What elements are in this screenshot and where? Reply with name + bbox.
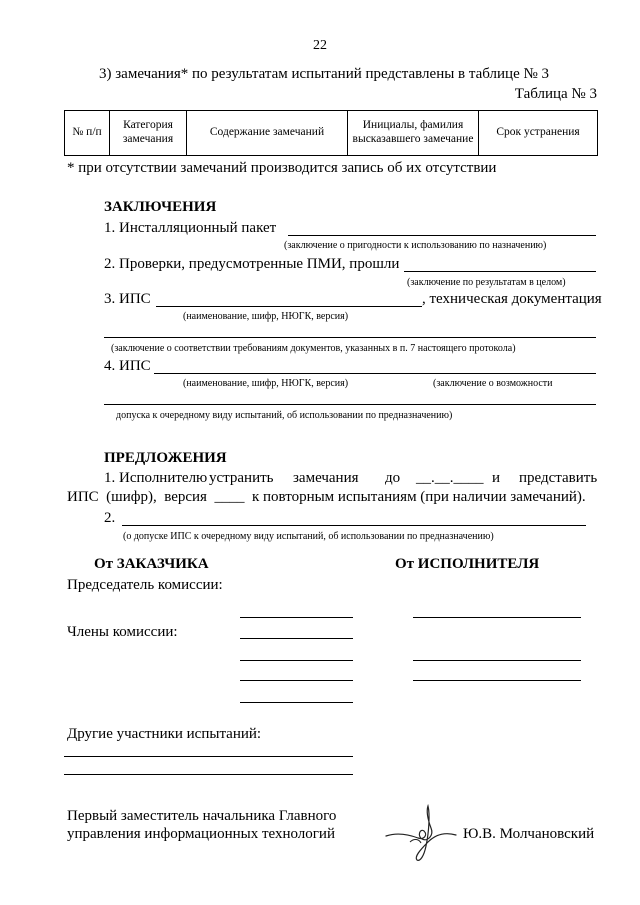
contractor-heading: От ИСПОЛНИТЕЛЯ bbox=[395, 556, 540, 572]
conclusion-2-note: (заключение по результатам в целом) bbox=[407, 277, 566, 288]
customer-member-line-2 bbox=[240, 660, 353, 661]
table-intro: 3) замечания* по результатам испытаний представлены в таблице № 3 bbox=[99, 66, 550, 82]
conclusion-3-prefix: 3. ИПС bbox=[104, 291, 151, 307]
conclusion-1-note: (заключение о пригодности к использованию по назначению) bbox=[284, 240, 547, 251]
proposal-1-w6: представить bbox=[519, 470, 598, 486]
signatory-name: Ю.В. Молчановский bbox=[463, 826, 595, 842]
conclusion-3-note-2: (заключение о соответствии требованиям документов, указанных в п. 7 настоящего протокола) bbox=[111, 343, 516, 354]
col-category: Категория замечания bbox=[110, 111, 187, 156]
customer-heading: От ЗАКАЗЧИКА bbox=[94, 556, 209, 572]
conclusions-heading: ЗАКЛЮЧЕНИЯ bbox=[104, 199, 217, 215]
conclusion-3-line-a bbox=[156, 306, 422, 307]
chair-label: Председатель комиссии: bbox=[67, 577, 223, 593]
proposal-2-line bbox=[122, 525, 586, 526]
col-author: Инициалы, фамилия высказавшего замечание bbox=[348, 111, 479, 156]
proposal-1-line2: ИПС (шифр), версия ____ к повторным испытаниям (при наличии замечаний). bbox=[67, 489, 586, 505]
conclusion-4-line-b bbox=[104, 404, 596, 405]
remarks-table bbox=[64, 110, 598, 156]
table-label: Таблица № 3 bbox=[514, 86, 597, 102]
conclusion-1-line bbox=[288, 235, 596, 236]
proposal-2: 2. bbox=[104, 510, 116, 526]
proposal-1-w5: и bbox=[492, 470, 501, 486]
conclusion-2: 2. Проверки, предусмотренные ПМИ, прошли bbox=[104, 256, 400, 272]
handwritten-signature bbox=[384, 802, 464, 864]
conclusion-2-line bbox=[404, 271, 596, 272]
customer-chair-line bbox=[240, 617, 353, 618]
proposal-1-w1: 1. Исполнителю bbox=[104, 470, 208, 486]
col-deadline: Срок устранения bbox=[479, 111, 598, 156]
page-number: 22 bbox=[313, 38, 327, 53]
contractor-chair-line bbox=[413, 617, 581, 618]
position-line-1: Первый заместитель начальника Главного bbox=[67, 808, 337, 824]
conclusion-3-note: (наименование, шифр, НЮГК, версия) bbox=[183, 311, 349, 322]
conclusion-4-note-a: (наименование, шифр, НЮГК, версия) bbox=[183, 378, 349, 389]
proposals-heading: ПРЕДЛОЖЕНИЯ bbox=[104, 450, 227, 466]
proposal-2-note: (о допуске ИПС к очередному виду испытаний, об использовании по предназначению) bbox=[123, 531, 494, 542]
customer-member-line-4 bbox=[240, 702, 353, 703]
col-number: № п/п bbox=[65, 111, 110, 156]
customer-member-line-3 bbox=[240, 680, 353, 681]
col-content: Содержание замечаний bbox=[187, 111, 348, 156]
contractor-member-line-2 bbox=[413, 680, 581, 681]
others-line-1 bbox=[64, 756, 353, 757]
table-header-row bbox=[65, 111, 598, 156]
conclusion-4: 4. ИПС bbox=[104, 358, 151, 374]
others-line-2 bbox=[64, 774, 353, 775]
proposal-1-date: __.__.____ bbox=[416, 470, 484, 486]
conclusion-3-suffix: , техническая документация bbox=[422, 291, 602, 307]
contractor-member-line-1 bbox=[413, 660, 581, 661]
conclusion-4-line-a bbox=[154, 373, 596, 374]
customer-member-line-1 bbox=[240, 638, 353, 639]
conclusion-4-note-b: (заключение о возможности bbox=[433, 378, 553, 389]
proposal-1-w3: замечания bbox=[293, 470, 359, 486]
footnote: * при отсутствии замечаний производится запись об их отсутствии bbox=[67, 160, 497, 176]
members-label: Члены комиссии: bbox=[67, 624, 178, 640]
conclusion-3-line-b bbox=[104, 337, 596, 338]
others-label: Другие участники испытаний: bbox=[67, 726, 262, 742]
position-line-2: управления информационных технологий bbox=[67, 826, 335, 842]
conclusion-1: 1. Инсталляционный пакет bbox=[104, 220, 277, 236]
proposal-1-w2: устранить bbox=[209, 470, 274, 486]
conclusion-4-note-c: допуска к очередному виду испытаний, об использовании по предназначению) bbox=[116, 410, 453, 421]
proposal-1-w4: до bbox=[385, 470, 401, 486]
